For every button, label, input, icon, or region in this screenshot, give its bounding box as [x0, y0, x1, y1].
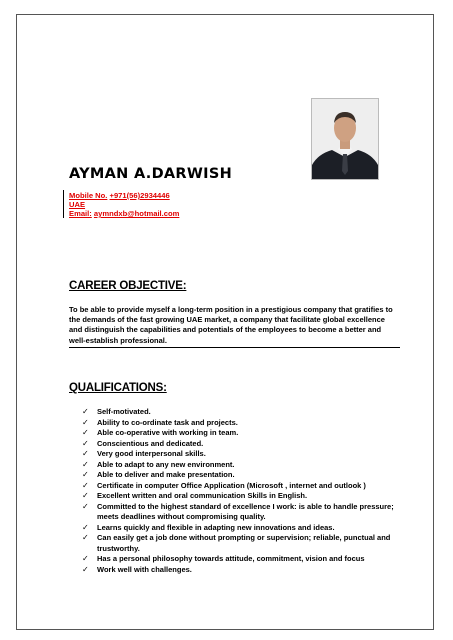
qualification-text: Conscientious and dedicated. [97, 438, 204, 448]
mobile-label: Mobile No. [69, 191, 108, 200]
qualification-text: Able to adapt to any new environment. [97, 459, 235, 469]
objective-line: well-establish professional. [69, 335, 167, 345]
checkmark-icon: ✓ [82, 449, 89, 458]
checkmark-icon: ✓ [82, 564, 89, 574]
mobile-value: +971(56)2934446 [109, 191, 170, 200]
email-row [69, 209, 179, 218]
qualification-text: Work well with challenges. [97, 564, 192, 574]
qualification-text: Learns quickly and flexible in adapting new innovations and ideas. [97, 522, 335, 532]
contact-block [69, 191, 179, 218]
qualification-text: Very good interpersonal skills. [97, 449, 206, 458]
list-item [82, 491, 402, 502]
qualifications-heading: QUALIFICATIONS: [69, 382, 167, 394]
candidate-name: AYMAN A.DARWISH [69, 166, 233, 182]
checkmark-icon: ✓ [82, 491, 89, 500]
list-item [82, 565, 402, 576]
qualification-text: Committed to the highest standard of excellence I work: is able to handle pressure; meets deadlines without compromising quality. [97, 501, 394, 521]
objective-line: and distinguish the capabilities and potentials of the employees to become a better and [69, 325, 382, 335]
list-item [82, 439, 402, 450]
section-rule [69, 347, 400, 348]
qualification-text: Has a personal philosophy towards attitude, commitment, vision and focus [97, 554, 365, 563]
checkmark-icon: ✓ [82, 428, 89, 437]
checkmark-icon: ✓ [82, 522, 89, 532]
checkmark-icon: ✓ [82, 480, 89, 490]
qualification-text: Self-motivated. [97, 407, 151, 416]
career-objective-heading: CAREER OBJECTIVE: [69, 280, 187, 292]
list-item [82, 470, 402, 481]
qualification-text: Certificate in computer Office Application (Microsoft , internet and outlook ) [97, 480, 366, 490]
list-item [82, 554, 402, 565]
objective-line: To be able to provide myself a long-term position in a prestigious company that gratifies to [69, 305, 393, 314]
email-label: Email: [69, 209, 92, 218]
list-item [82, 460, 402, 471]
qualification-text: Excellent written and oral communication Skills in English. [97, 491, 308, 500]
checkmark-icon: ✓ [82, 438, 89, 448]
list-item [82, 481, 402, 492]
checkmark-icon: ✓ [82, 407, 89, 416]
list-item [82, 449, 402, 460]
list-item [82, 533, 402, 554]
contact-divider [63, 190, 64, 218]
profile-photo [311, 98, 379, 180]
list-item [82, 407, 402, 418]
list-item [82, 428, 402, 439]
email-link[interactable]: aymndxb@hotmail.com [93, 209, 180, 218]
career-objective-text [69, 305, 401, 346]
checkmark-icon: ✓ [82, 459, 89, 469]
qualification-text: Ability to co-ordinate task and projects. [97, 417, 238, 427]
qualification-text: Able co-operative with working in team. [97, 428, 239, 437]
list-item [82, 502, 402, 523]
checkmark-icon: ✓ [82, 533, 89, 542]
qualifications-list [82, 407, 402, 575]
profile-photo-image [312, 99, 378, 179]
qualification-text: Can easily get a job done without prompting or supervision; reliable, punctual and trustworthy. [97, 533, 391, 553]
checkmark-icon: ✓ [82, 554, 89, 563]
objective-line: the demands of the fast growing UAE market, a company that facilitate global excellence [69, 315, 385, 325]
mobile-row [69, 191, 179, 200]
country-value: UAE [69, 200, 86, 209]
checkmark-icon: ✓ [82, 417, 89, 427]
qualification-text: Able to deliver and make presentation. [97, 470, 235, 479]
checkmark-icon: ✓ [82, 470, 89, 479]
checkmark-icon: ✓ [82, 501, 89, 511]
list-item [82, 418, 402, 429]
country-row [69, 200, 179, 209]
list-item [82, 523, 402, 534]
